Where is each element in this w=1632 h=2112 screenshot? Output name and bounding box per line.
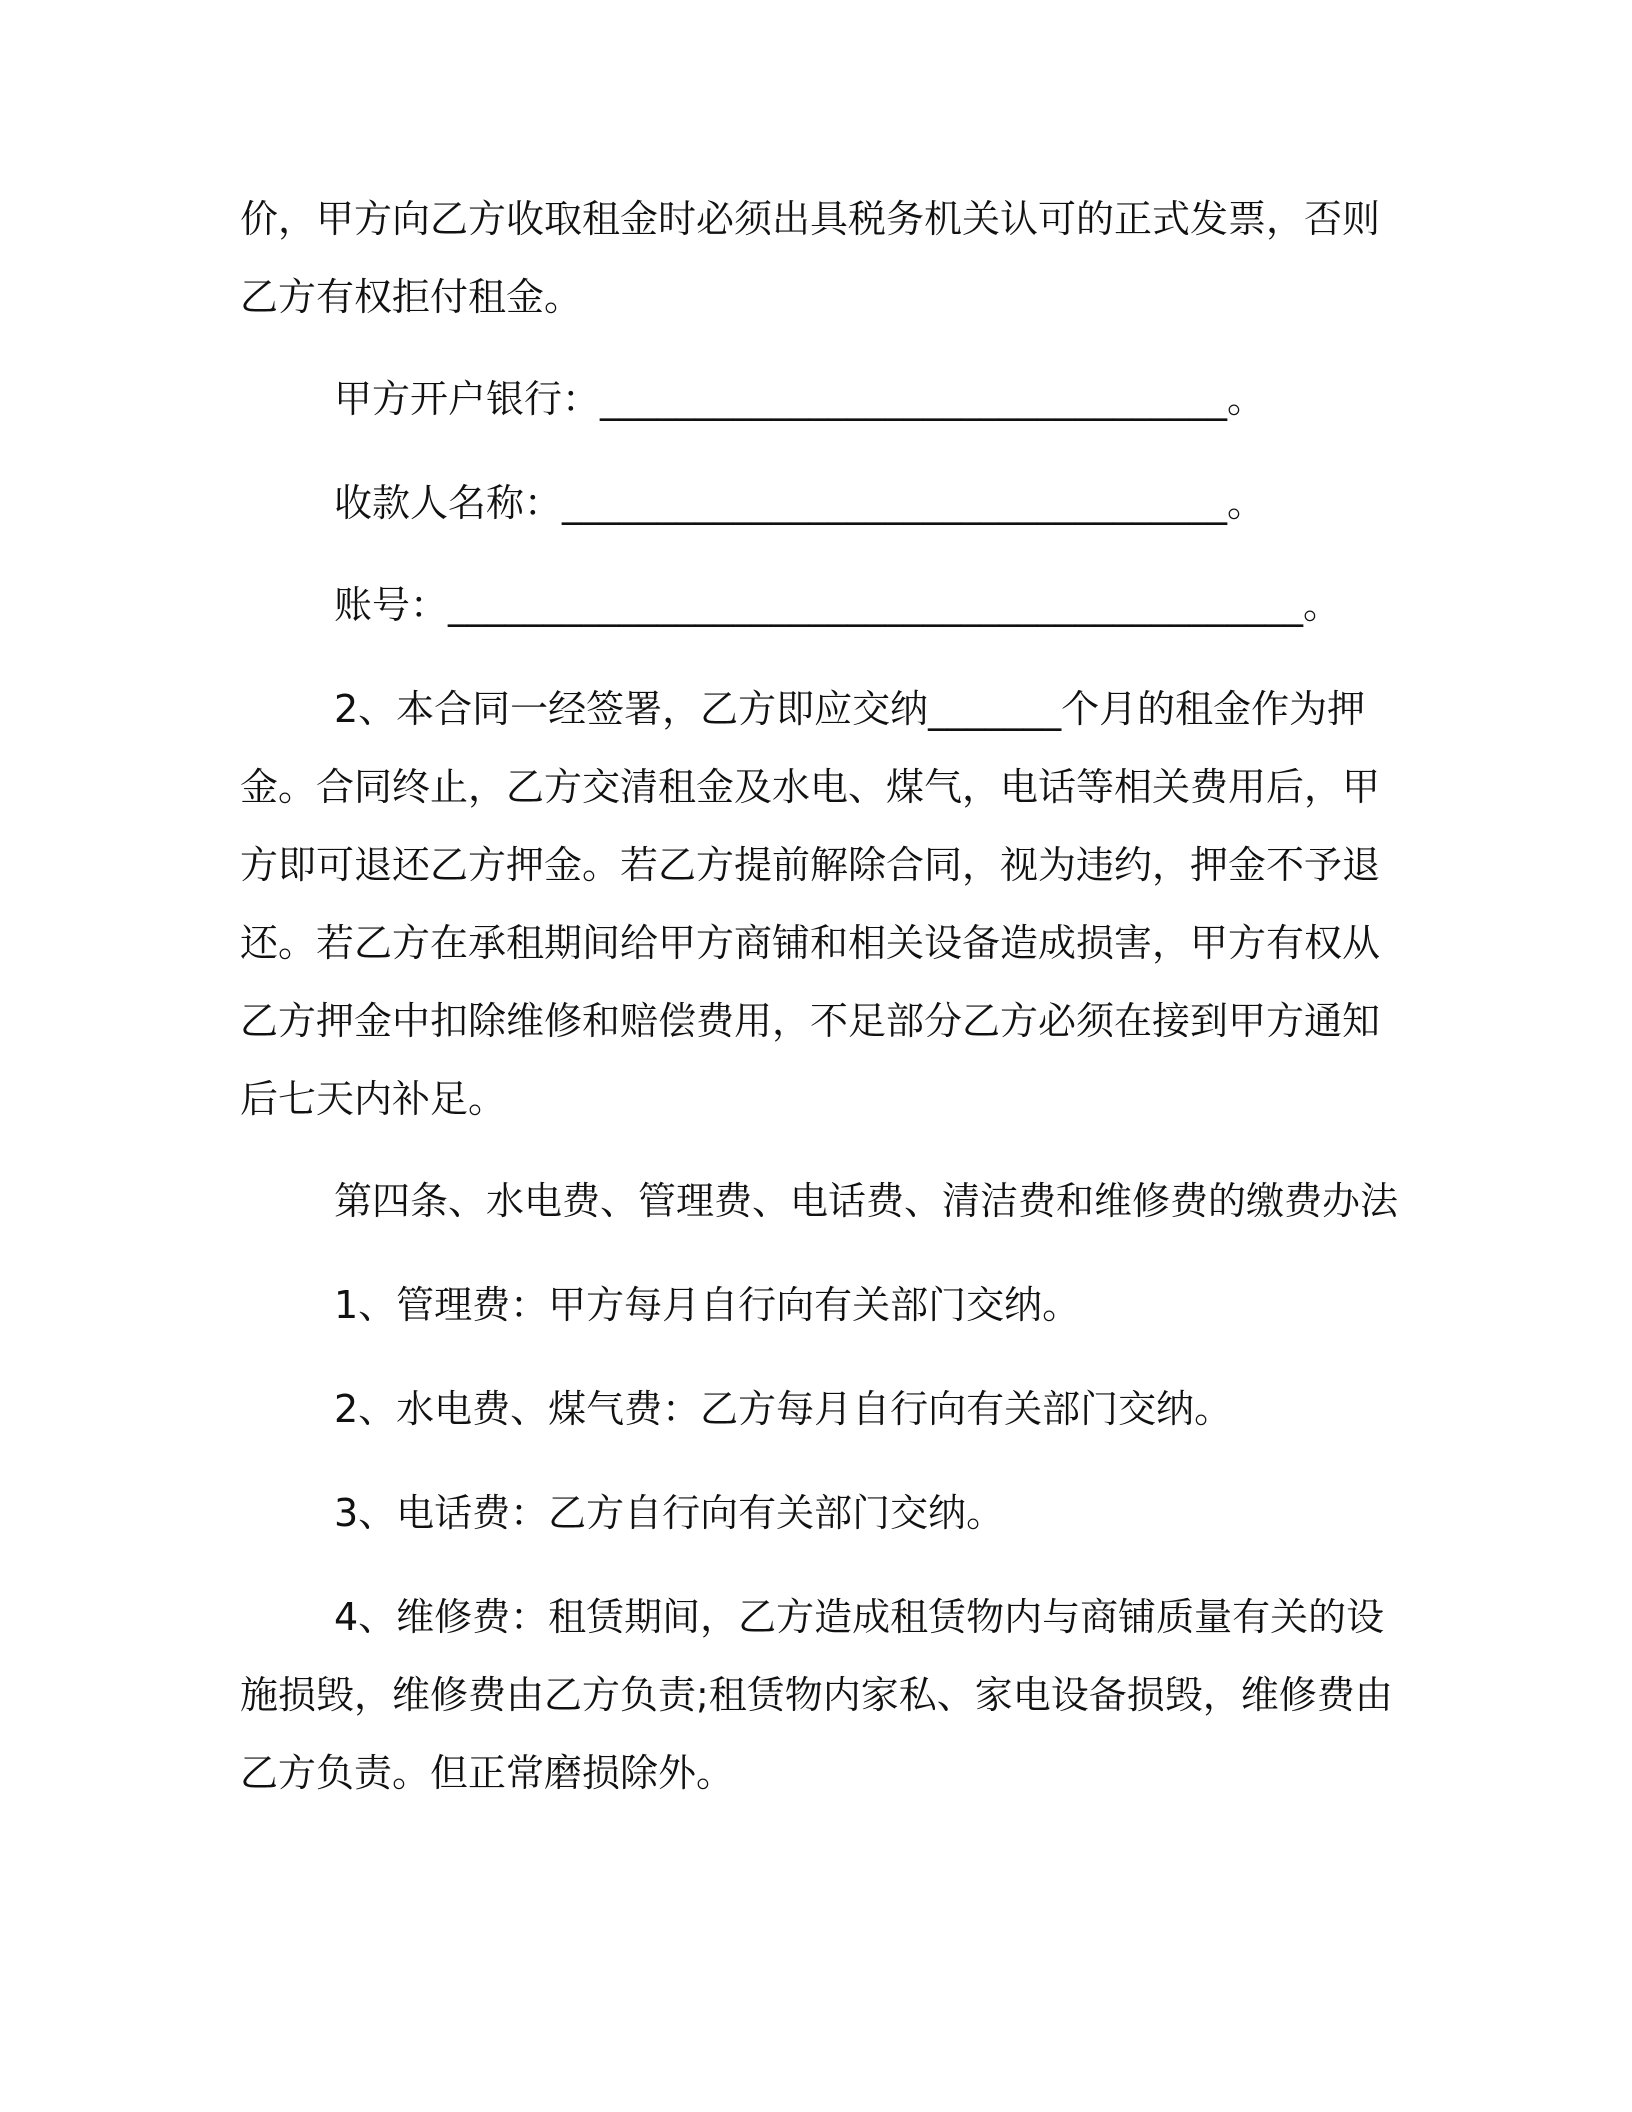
paragraph-line: 后七天内补足。 — [240, 1077, 507, 1121]
paragraph-line: 还。若乙方在承租期间给甲方商铺和相关设备造成损害，甲方有权从 — [240, 921, 1381, 965]
paragraph-line: 2、本合同一经签署，乙方即应交纳_______个月的租金作为押 — [334, 687, 1366, 731]
paragraph-line: 价，甲方向乙方收取租金时必须出具税务机关认可的正式发票，否则 — [240, 197, 1381, 241]
list-item: 4、维修费：租赁期间，乙方造成租赁物内与商铺质量有关的设 — [334, 1595, 1385, 1639]
list-item: 3、电话费：乙方自行向有关部门交纳。 — [334, 1491, 1005, 1535]
list-item: 2、水电费、煤气费：乙方每月自行向有关部门交纳。 — [334, 1387, 1233, 1431]
list-item: 1、管理费：甲方每月自行向有关部门交纳。 — [334, 1283, 1081, 1327]
payee-name-field-line: 收款人名称：___________________________________。 — [334, 481, 1266, 525]
paragraph-line: 乙方押金中扣除维修和赔偿费用，不足部分乙方必须在接到甲方通知 — [240, 999, 1381, 1043]
section-heading: 第四条、水电费、管理费、电话费、清洁费和维修费的缴费办法 — [334, 1179, 1399, 1223]
paragraph-line: 金。合同终止，乙方交清租金及水电、煤气，电话等相关费用后，甲 — [240, 765, 1381, 809]
paragraph-line: 乙方负责。但正常磨损除外。 — [240, 1751, 735, 1795]
paragraph-line: 乙方有权拒付租金。 — [240, 275, 583, 319]
account-number-field-line: 账号：_____________________________________________。 — [334, 583, 1342, 627]
paragraph-line: 方即可退还乙方押金。若乙方提前解除合同，视为违约，押金不予退 — [240, 843, 1381, 887]
paragraph-line: 施损毁，维修费由乙方负责;租赁物内家私、家电设备损毁，维修费由 — [240, 1673, 1393, 1717]
bank-field-line: 甲方开户银行：_________________________________。 — [334, 377, 1266, 421]
